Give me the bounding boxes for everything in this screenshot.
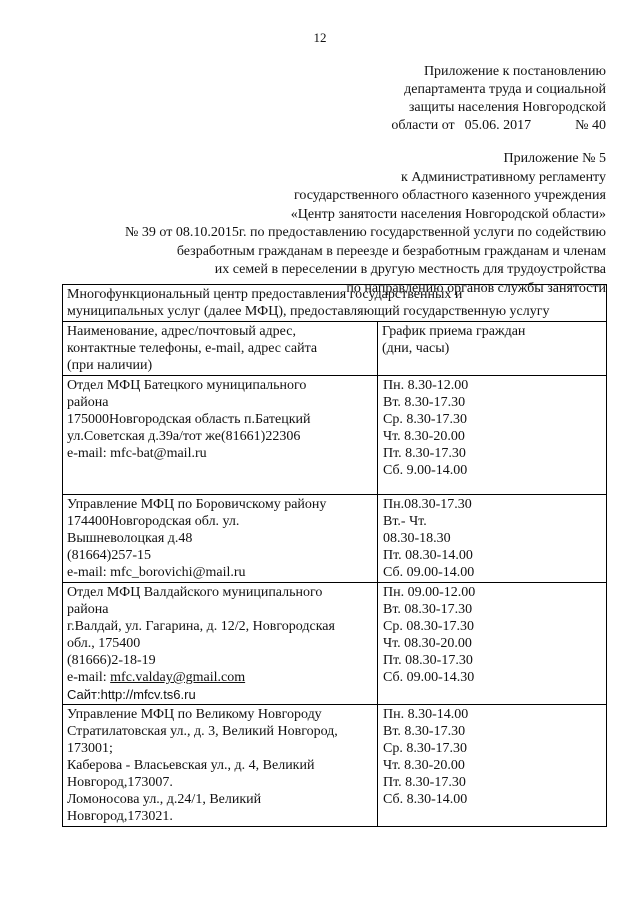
schedule-line: Пт. 8.30-17.30 (383, 775, 466, 790)
appendix5-line: Приложение № 5 (503, 151, 606, 166)
schedule-cell (378, 705, 607, 827)
header-line: контактные телефоны, e-mail, адрес сайта (67, 341, 318, 356)
email-prefix: e-mail: (67, 670, 111, 685)
org-line: Ломоносова ул., д.24/1, Великий (67, 792, 262, 807)
org-line: Управление МФЦ по Великому Новгороду (67, 707, 322, 722)
appendix-header-line: департамента труда и социальной (404, 82, 606, 97)
appendix5-line: по направлению органов службы занятости (346, 280, 606, 296)
header-line: График приема граждан (382, 324, 526, 339)
mfc-table (62, 284, 607, 827)
schedule-line: Чт. 08.30-20.00 (383, 636, 472, 651)
schedule-line: Пт. 08.30-14.00 (383, 548, 473, 563)
schedule-cell (378, 495, 607, 583)
org-cell (63, 495, 378, 583)
schedule-line: Сб. 09.00-14.30 (383, 670, 475, 685)
org-email: e-mail: mfc-bat@mail.ru (67, 446, 207, 461)
table-row (63, 705, 607, 827)
org-cell (63, 583, 378, 705)
org-line: 174400Новгородская обл. ул. (67, 514, 240, 529)
site-url: Сайт:http://mfcv.ts6.ru (67, 687, 196, 702)
org-line: обл., 175400 (67, 636, 141, 651)
org-line: района (67, 395, 109, 410)
schedule-line: Пт. 08.30-17.30 (383, 653, 473, 668)
schedule-cell (378, 583, 607, 705)
header-line: (дни, часы) (382, 341, 450, 356)
org-line: 175000Новгородская область п.Батецкий (67, 412, 311, 427)
appendix5-line: «Центр занятости населения Новгородской области» (290, 206, 606, 222)
schedule-line: Чт. 8.30-20.00 (383, 429, 465, 444)
schedule-line: Вт. 8.30-17.30 (383, 395, 466, 410)
date-prefix: области от (391, 118, 455, 133)
schedule-line: Вт. 08.30-17.30 (383, 602, 473, 617)
org-cell (63, 376, 378, 495)
table-title (63, 285, 607, 322)
org-line: Стратилатовская ул., д. 3, Великий Новгород, (67, 724, 338, 739)
decree-date: 05.06. 2017 (464, 118, 532, 133)
appendix-header-line: защиты населения Новгородской (408, 100, 606, 115)
schedule-line: Ср. 8.30-17.30 (383, 412, 467, 427)
table-row (63, 495, 607, 583)
appendix5-line: безработным гражданам в переезде и безработным гражданам и членам (176, 243, 606, 259)
schedule-line: Сб. 8.30-14.00 (383, 792, 468, 807)
org-line: 173001; (67, 741, 113, 756)
schedule-cell (378, 376, 607, 495)
org-cell (63, 705, 378, 827)
header-line: Наименование, адрес/почтовый адрес, (67, 324, 296, 339)
table-title-row (63, 285, 607, 322)
appendix5-line: № 39 от 08.10.2015г. по предоставлению государственной услуги по содействию (125, 225, 606, 240)
schedule-line: Пт. 8.30-17.30 (383, 446, 466, 461)
org-line: (81666)2-18-19 (67, 653, 156, 668)
schedule-line: Ср. 8.30-17.30 (383, 741, 467, 756)
header-line: (при наличии) (67, 358, 153, 373)
org-email: e-mail: mfc_borovichi@mail.ru (67, 565, 246, 580)
schedule-line: Ср. 08.30-17.30 (383, 619, 474, 634)
appendix5-line: их семей в переселении в другую местность для трудоустройства (214, 262, 606, 277)
schedule-line: Вт.- Чт. (383, 514, 427, 529)
schedule-line: Пн. 8.30-12.00 (383, 378, 469, 393)
decree-number: № 40 (575, 118, 606, 133)
org-line: Управление МФЦ по Боровичскому району (67, 497, 327, 512)
appendix-header-line: Приложение к постановлению (423, 64, 606, 79)
email-link[interactable]: mfc.valday@gmail.com (110, 670, 246, 685)
org-line: Отдел МФЦ Батецкого муниципального (67, 378, 307, 393)
schedule-line: Пн. 09.00-12.00 (383, 585, 476, 600)
schedule-line: Сб. 09.00-14.00 (383, 565, 475, 580)
table-header-row (63, 322, 607, 376)
appendix5-header (46, 150, 606, 298)
org-line: (81664)257-15 (67, 548, 151, 563)
org-line: Вышневолоцкая д.48 (67, 531, 193, 546)
schedule-line: Сб. 9.00-14.00 (383, 463, 468, 478)
org-line: Отдел МФЦ Валдайского муниципального (67, 585, 323, 600)
schedule-line: Чт. 8.30-20.00 (383, 758, 465, 773)
schedule-line: Вт. 8.30-17.30 (383, 724, 466, 739)
schedule-line: Пн. 8.30-14.00 (383, 707, 469, 722)
table-row (63, 583, 607, 705)
column-header-org (63, 322, 378, 376)
org-line: г.Валдай, ул. Гагарина, д. 12/2, Новгородская (67, 619, 335, 634)
appendix5-line: к Административному регламенту (401, 169, 606, 185)
table-title-line: муниципальных услуг (далее МФЦ), предоставляющий государственную услугу (67, 304, 550, 319)
org-email (67, 669, 373, 686)
page-number: 12 (313, 30, 327, 45)
appendix5-line: государственного областного казенного учреждения (294, 188, 606, 203)
schedule-line: Пн.08.30-17.30 (383, 497, 472, 512)
appendix-date-line (391, 117, 606, 135)
org-line: ул.Советская д.39а/тот же(81661)22306 (67, 429, 301, 444)
schedule-line: 08.30-18.30 (383, 531, 451, 546)
appendix-header (391, 63, 606, 135)
org-line: Новгород,173021. (67, 809, 173, 824)
table-row (63, 376, 607, 495)
org-line: Новгород,173007. (67, 775, 173, 790)
org-line: района (67, 602, 109, 617)
table-title-line: Многофункциональный центр предоставления государственных и (67, 287, 463, 302)
org-line: Каберова - Власьевская ул., д. 4, Великий (67, 758, 315, 773)
column-header-schedule (378, 322, 607, 376)
